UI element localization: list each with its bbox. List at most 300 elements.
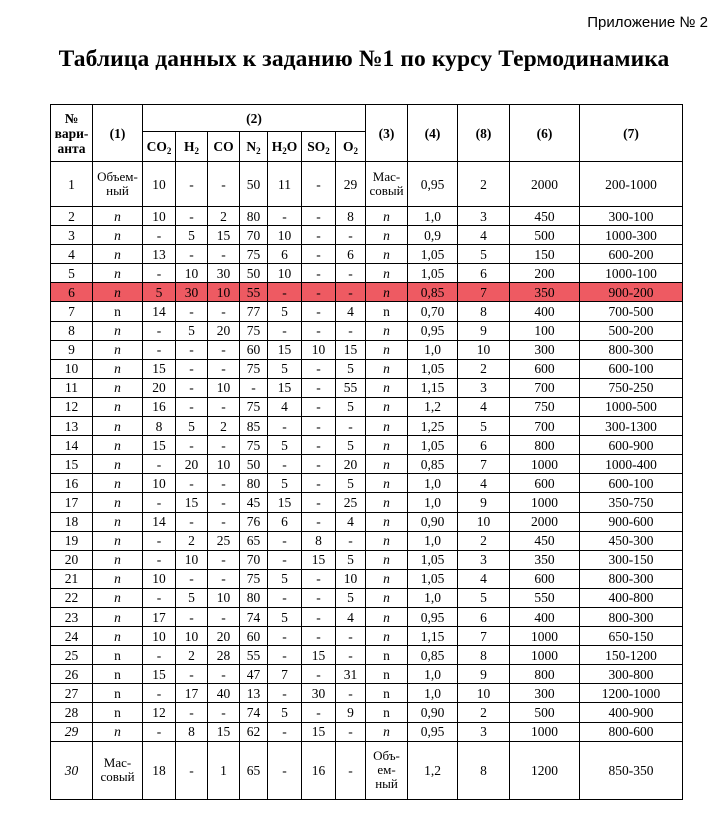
header-gas-h2: $H_2$ <box>176 132 208 162</box>
cell-col-7: 1000-500 <box>580 397 683 416</box>
cell-col-8: 2 <box>458 359 510 378</box>
cell-col-6: 2000 <box>510 162 580 207</box>
cell-h2: 10 <box>176 264 208 283</box>
cell-h2o: 15 <box>268 378 302 397</box>
cell-col-6: 100 <box>510 321 580 340</box>
cell-col-4: 0,85 <box>408 646 458 665</box>
cell-h2: - <box>176 512 208 531</box>
cell-n2: 80 <box>240 588 268 607</box>
cell-co: 15 <box>208 226 240 245</box>
data-table-container <box>50 104 682 800</box>
cell-col-3: n <box>366 607 408 626</box>
cell-col-6: 550 <box>510 588 580 607</box>
cell-col-4: 1,05 <box>408 569 458 588</box>
cell-so2: 15 <box>302 646 336 665</box>
cell-col-3: n <box>366 417 408 436</box>
table-row <box>51 321 683 340</box>
cell-col-7: 1000-300 <box>580 226 683 245</box>
cell-so2: - <box>302 607 336 626</box>
cell-h2: - <box>176 162 208 207</box>
cell-o2: - <box>336 684 366 703</box>
cell-co2: - <box>143 264 176 283</box>
cell-co2: 15 <box>143 359 176 378</box>
cell-col-6: 600 <box>510 474 580 493</box>
cell-h2o: - <box>268 455 302 474</box>
cell-so2: - <box>302 226 336 245</box>
cell-o2: 5 <box>336 397 366 416</box>
cell-h2: 17 <box>176 684 208 703</box>
cell-col-4: 1,0 <box>408 588 458 607</box>
cell-so2: - <box>302 397 336 416</box>
table-row <box>51 512 683 531</box>
cell-col-6: 700 <box>510 417 580 436</box>
cell-col-1: n <box>93 627 143 646</box>
cell-o2: - <box>336 646 366 665</box>
cell-variant: 22 <box>51 588 93 607</box>
cell-col-4: 1,2 <box>408 741 458 799</box>
cell-h2o: 7 <box>268 665 302 684</box>
cell-so2: - <box>302 665 336 684</box>
cell-col-6: 1200 <box>510 741 580 799</box>
cell-col-8: 7 <box>458 283 510 302</box>
cell-o2: 4 <box>336 607 366 626</box>
cell-col-8: 4 <box>458 226 510 245</box>
cell-col-6: 800 <box>510 665 580 684</box>
cell-co2: 17 <box>143 607 176 626</box>
cell-n2: 55 <box>240 646 268 665</box>
data-table <box>50 104 683 800</box>
cell-co: 25 <box>208 531 240 550</box>
cell-col-7: 600-100 <box>580 359 683 378</box>
cell-col-3: n <box>366 397 408 416</box>
cell-col-1: n <box>93 531 143 550</box>
cell-h2: - <box>176 245 208 264</box>
cell-o2: - <box>336 531 366 550</box>
cell-col-8: 9 <box>458 493 510 512</box>
cell-col-8: 2 <box>458 162 510 207</box>
cell-variant: 26 <box>51 665 93 684</box>
cell-h2: - <box>176 569 208 588</box>
cell-col-7: 300-800 <box>580 665 683 684</box>
cell-col-4: 0,85 <box>408 283 458 302</box>
cell-col-6: 1000 <box>510 722 580 741</box>
cell-o2: 9 <box>336 703 366 722</box>
cell-co: - <box>208 302 240 321</box>
cell-col-7: 650-150 <box>580 627 683 646</box>
cell-h2: - <box>176 378 208 397</box>
cell-col-4: 1,0 <box>408 474 458 493</box>
cell-variant: 30 <box>51 741 93 799</box>
cell-col-6: 1000 <box>510 455 580 474</box>
cell-col-4: 1,0 <box>408 531 458 550</box>
cell-co2: 20 <box>143 378 176 397</box>
cell-n2: 80 <box>240 207 268 226</box>
cell-co2: - <box>143 455 176 474</box>
cell-col-3: n <box>366 512 408 531</box>
cell-col-1: n <box>93 397 143 416</box>
cell-col-6: 700 <box>510 378 580 397</box>
cell-h2o: - <box>268 207 302 226</box>
cell-h2o: 15 <box>268 340 302 359</box>
cell-col-1: n <box>93 359 143 378</box>
cell-variant: 21 <box>51 569 93 588</box>
cell-col-8: 2 <box>458 703 510 722</box>
cell-so2: - <box>302 378 336 397</box>
cell-h2o: 5 <box>268 359 302 378</box>
cell-col-6: 450 <box>510 207 580 226</box>
cell-col-7: 600-900 <box>580 436 683 455</box>
cell-so2: 30 <box>302 684 336 703</box>
cell-variant: 18 <box>51 512 93 531</box>
cell-col-3: n <box>366 226 408 245</box>
table-row <box>51 162 683 207</box>
cell-col-6: 600 <box>510 359 580 378</box>
cell-col-1: n <box>93 283 143 302</box>
cell-col-1: n <box>93 245 143 264</box>
cell-n2: 74 <box>240 607 268 626</box>
cell-h2: 5 <box>176 588 208 607</box>
cell-co2: 15 <box>143 665 176 684</box>
cell-co2: 8 <box>143 417 176 436</box>
cell-co2: 13 <box>143 245 176 264</box>
cell-o2: - <box>336 226 366 245</box>
cell-co: 30 <box>208 264 240 283</box>
cell-col-4: 0,95 <box>408 607 458 626</box>
table-row <box>51 607 683 626</box>
cell-col-8: 4 <box>458 397 510 416</box>
cell-co2: 14 <box>143 302 176 321</box>
cell-col-6: 2000 <box>510 512 580 531</box>
cell-co2: 15 <box>143 436 176 455</box>
cell-col-7: 750-250 <box>580 378 683 397</box>
cell-n2: 77 <box>240 302 268 321</box>
cell-col-4: 1,0 <box>408 340 458 359</box>
cell-n2: 50 <box>240 264 268 283</box>
cell-col-4: 1,05 <box>408 359 458 378</box>
table-row <box>51 283 683 302</box>
table-row <box>51 646 683 665</box>
cell-so2: - <box>302 321 336 340</box>
header-gas-co2: $CO_2$ <box>143 132 176 162</box>
header-col-8: (8) <box>458 105 510 162</box>
cell-col-7: 150-1200 <box>580 646 683 665</box>
cell-col-1: n <box>93 321 143 340</box>
cell-h2: - <box>176 607 208 626</box>
cell-so2: 10 <box>302 340 336 359</box>
cell-col-6: 350 <box>510 550 580 569</box>
cell-variant: 9 <box>51 340 93 359</box>
table-row <box>51 684 683 703</box>
cell-col-4: 0,85 <box>408 455 458 474</box>
cell-col-1: n <box>93 264 143 283</box>
cell-col-4: 0,95 <box>408 162 458 207</box>
cell-col-6: 450 <box>510 531 580 550</box>
cell-n2: 70 <box>240 226 268 245</box>
cell-so2: - <box>302 455 336 474</box>
page-title: Таблица данных к заданию №1 по курсу Термодинамика <box>58 46 670 72</box>
cell-co: 28 <box>208 646 240 665</box>
cell-h2o: 5 <box>268 302 302 321</box>
cell-col-7: 350-750 <box>580 493 683 512</box>
cell-o2: 5 <box>336 588 366 607</box>
cell-col-7: 450-300 <box>580 531 683 550</box>
cell-co: 15 <box>208 722 240 741</box>
cell-col-3: Объ- ем- ный <box>366 741 408 799</box>
cell-n2: 50 <box>240 455 268 474</box>
cell-variant: 16 <box>51 474 93 493</box>
cell-col-7: 800-300 <box>580 607 683 626</box>
header-col-7: (7) <box>580 105 683 162</box>
table-row <box>51 550 683 569</box>
cell-col-8: 3 <box>458 550 510 569</box>
cell-h2o: 10 <box>268 226 302 245</box>
cell-o2: 5 <box>336 359 366 378</box>
cell-n2: 74 <box>240 703 268 722</box>
cell-col-8: 5 <box>458 245 510 264</box>
cell-variant: 28 <box>51 703 93 722</box>
cell-h2: - <box>176 474 208 493</box>
cell-col-3: n <box>366 436 408 455</box>
cell-variant: 13 <box>51 417 93 436</box>
cell-co: - <box>208 359 240 378</box>
table-row <box>51 569 683 588</box>
table-row <box>51 302 683 321</box>
cell-col-8: 4 <box>458 569 510 588</box>
cell-col-8: 7 <box>458 455 510 474</box>
cell-col-7: 300-150 <box>580 550 683 569</box>
cell-co2: - <box>143 493 176 512</box>
cell-n2: 76 <box>240 512 268 531</box>
header-col-3: (3) <box>366 105 408 162</box>
cell-col-3: n <box>366 703 408 722</box>
cell-n2: 47 <box>240 665 268 684</box>
cell-n2: 65 <box>240 531 268 550</box>
cell-col-1: n <box>93 378 143 397</box>
cell-so2: - <box>302 245 336 264</box>
header-col-6: (6) <box>510 105 580 162</box>
cell-so2: - <box>302 436 336 455</box>
cell-col-4: 1,05 <box>408 436 458 455</box>
header-col-2: (2) <box>143 105 366 132</box>
cell-col-4: 1,0 <box>408 665 458 684</box>
cell-col-6: 750 <box>510 397 580 416</box>
cell-h2o: 5 <box>268 569 302 588</box>
cell-o2: - <box>336 417 366 436</box>
table-body <box>51 162 683 800</box>
cell-co: - <box>208 245 240 264</box>
appendix-label: Приложение № 2 <box>587 14 708 31</box>
cell-so2: - <box>302 264 336 283</box>
cell-o2: 29 <box>336 162 366 207</box>
cell-col-4: 1,05 <box>408 550 458 569</box>
cell-col-3: n <box>366 646 408 665</box>
cell-col-7: 200-1000 <box>580 162 683 207</box>
cell-so2: - <box>302 417 336 436</box>
cell-co2: - <box>143 340 176 359</box>
cell-col-7: 850-350 <box>580 741 683 799</box>
header-gas-h2o: $H_2O$ <box>268 132 302 162</box>
cell-col-1: n <box>93 569 143 588</box>
cell-col-3: n <box>366 207 408 226</box>
cell-h2o: - <box>268 417 302 436</box>
cell-n2: 45 <box>240 493 268 512</box>
cell-variant: 19 <box>51 531 93 550</box>
cell-col-8: 9 <box>458 321 510 340</box>
cell-h2o: 5 <box>268 703 302 722</box>
cell-co: - <box>208 162 240 207</box>
cell-col-1: n <box>93 474 143 493</box>
table-row <box>51 340 683 359</box>
table-row <box>51 245 683 264</box>
cell-o2: 20 <box>336 455 366 474</box>
cell-col-7: 500-200 <box>580 321 683 340</box>
cell-n2: 60 <box>240 627 268 646</box>
cell-n2: 80 <box>240 474 268 493</box>
cell-col-3: n <box>366 264 408 283</box>
cell-col-1: n <box>93 493 143 512</box>
cell-col-3: n <box>366 493 408 512</box>
cell-col-6: 400 <box>510 607 580 626</box>
cell-col-3: n <box>366 455 408 474</box>
header-gas-o2: $O_2$ <box>336 132 366 162</box>
cell-co: 40 <box>208 684 240 703</box>
cell-o2: 4 <box>336 302 366 321</box>
cell-col-3: n <box>366 302 408 321</box>
cell-col-3: n <box>366 283 408 302</box>
cell-so2: - <box>302 512 336 531</box>
cell-col-4: 0,90 <box>408 703 458 722</box>
cell-co2: - <box>143 321 176 340</box>
cell-o2: 5 <box>336 550 366 569</box>
cell-h2: 30 <box>176 283 208 302</box>
cell-so2: - <box>302 627 336 646</box>
cell-co: 1 <box>208 741 240 799</box>
cell-n2: 75 <box>240 245 268 264</box>
cell-col-8: 6 <box>458 436 510 455</box>
cell-col-4: 1,25 <box>408 417 458 436</box>
cell-col-8: 7 <box>458 627 510 646</box>
cell-h2o: 4 <box>268 397 302 416</box>
cell-col-8: 3 <box>458 722 510 741</box>
cell-so2: - <box>302 474 336 493</box>
cell-col-7: 700-500 <box>580 302 683 321</box>
cell-h2: 20 <box>176 455 208 474</box>
cell-col-6: 150 <box>510 245 580 264</box>
cell-variant: 1 <box>51 162 93 207</box>
cell-col-3: n <box>366 665 408 684</box>
cell-variant: 15 <box>51 455 93 474</box>
cell-h2: - <box>176 397 208 416</box>
cell-col-1: n <box>93 417 143 436</box>
cell-variant: 11 <box>51 378 93 397</box>
cell-n2: 75 <box>240 359 268 378</box>
cell-h2o: 5 <box>268 607 302 626</box>
cell-col-6: 600 <box>510 569 580 588</box>
cell-col-7: 600-100 <box>580 474 683 493</box>
cell-col-8: 3 <box>458 378 510 397</box>
cell-co2: - <box>143 722 176 741</box>
cell-co: 10 <box>208 378 240 397</box>
cell-col-7: 800-300 <box>580 569 683 588</box>
cell-col-1: n <box>93 512 143 531</box>
cell-n2: 55 <box>240 283 268 302</box>
cell-col-1: n <box>93 684 143 703</box>
cell-h2o: 6 <box>268 512 302 531</box>
cell-co2: - <box>143 588 176 607</box>
cell-col-1: n <box>93 646 143 665</box>
cell-variant: 4 <box>51 245 93 264</box>
cell-col-4: 1,05 <box>408 245 458 264</box>
cell-col-6: 300 <box>510 684 580 703</box>
cell-co: - <box>208 340 240 359</box>
cell-h2o: - <box>268 627 302 646</box>
cell-so2: - <box>302 703 336 722</box>
table-row <box>51 531 683 550</box>
cell-so2: - <box>302 283 336 302</box>
cell-co: - <box>208 607 240 626</box>
cell-col-4: 1,05 <box>408 264 458 283</box>
cell-h2o: 15 <box>268 493 302 512</box>
cell-col-7: 1200-1000 <box>580 684 683 703</box>
cell-col-4: 1,15 <box>408 627 458 646</box>
cell-col-8: 8 <box>458 302 510 321</box>
cell-o2: 15 <box>336 340 366 359</box>
cell-h2o: - <box>268 531 302 550</box>
cell-col-8: 2 <box>458 531 510 550</box>
cell-so2: - <box>302 359 336 378</box>
cell-n2: 13 <box>240 684 268 703</box>
cell-col-3: n <box>366 321 408 340</box>
cell-n2: 75 <box>240 321 268 340</box>
header-gas-co: CO <box>208 132 240 162</box>
cell-variant: 25 <box>51 646 93 665</box>
cell-o2: 5 <box>336 436 366 455</box>
cell-col-1: n <box>93 207 143 226</box>
cell-so2: - <box>302 162 336 207</box>
table-row <box>51 627 683 646</box>
cell-h2o: - <box>268 283 302 302</box>
cell-o2: - <box>336 264 366 283</box>
cell-h2o: - <box>268 741 302 799</box>
cell-co: - <box>208 569 240 588</box>
table-row <box>51 665 683 684</box>
cell-h2: 10 <box>176 627 208 646</box>
cell-col-7: 300-100 <box>580 207 683 226</box>
cell-co: - <box>208 512 240 531</box>
cell-n2: 75 <box>240 397 268 416</box>
cell-so2: 15 <box>302 722 336 741</box>
table-row <box>51 397 683 416</box>
cell-col-4: 1,2 <box>408 397 458 416</box>
cell-h2o: - <box>268 550 302 569</box>
cell-variant: 29 <box>51 722 93 741</box>
cell-col-8: 4 <box>458 474 510 493</box>
cell-h2o: - <box>268 646 302 665</box>
cell-co: 20 <box>208 627 240 646</box>
cell-co2: 14 <box>143 512 176 531</box>
cell-col-7: 900-600 <box>580 512 683 531</box>
cell-col-3: n <box>366 722 408 741</box>
cell-col-1: n <box>93 226 143 245</box>
cell-col-8: 8 <box>458 741 510 799</box>
cell-col-6: 1000 <box>510 646 580 665</box>
cell-n2: 75 <box>240 569 268 588</box>
cell-so2: - <box>302 302 336 321</box>
cell-col-8: 8 <box>458 646 510 665</box>
cell-co: 10 <box>208 455 240 474</box>
cell-col-3: n <box>366 627 408 646</box>
cell-h2o: - <box>268 684 302 703</box>
